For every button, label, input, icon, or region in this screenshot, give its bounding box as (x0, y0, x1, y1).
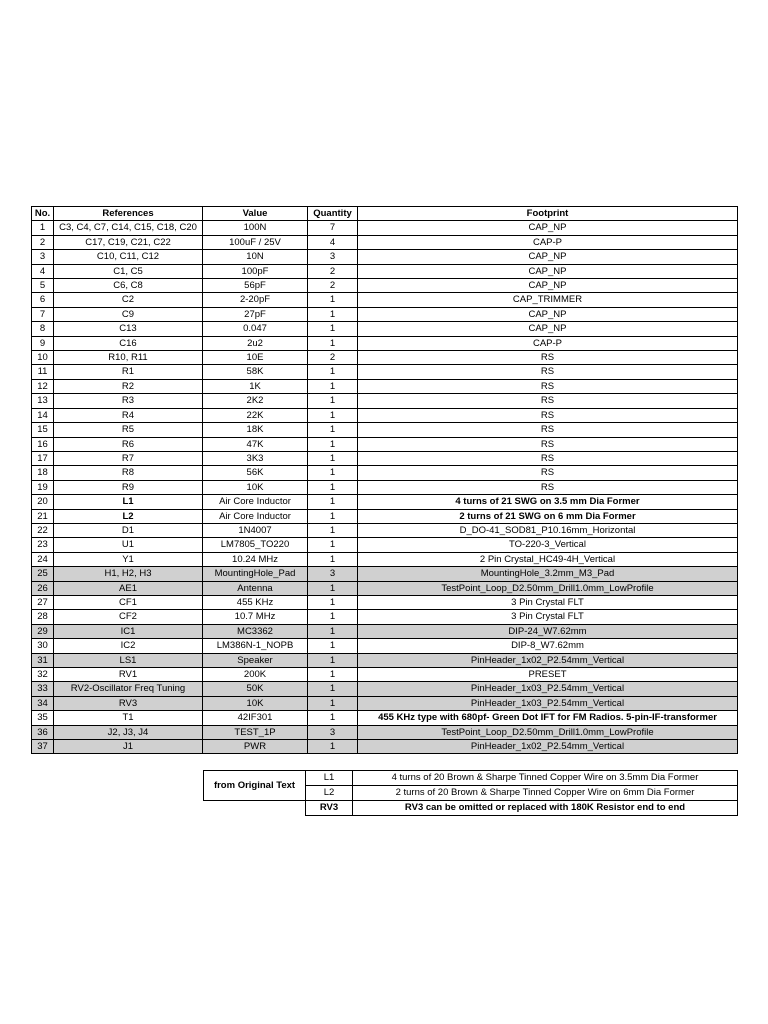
cell-footprint: 4 turns of 21 SWG on 3.5 mm Dia Former (358, 495, 738, 509)
cell-value: 50K (203, 682, 308, 696)
cell-references: R7 (54, 451, 203, 465)
cell-references: Y1 (54, 552, 203, 566)
cell-footprint: RS (358, 437, 738, 451)
cell-footprint: PRESET (358, 668, 738, 682)
cell-quantity: 7 (308, 221, 358, 235)
cell-footprint: PinHeader_1x03_P2.54mm_Vertical (358, 682, 738, 696)
cell-value: 1N4007 (203, 523, 308, 537)
cell-quantity: 1 (308, 423, 358, 437)
table-row (32, 293, 738, 307)
cell-references: IC1 (54, 624, 203, 638)
col-header-no: No. (32, 207, 54, 221)
cell-no: 10 (32, 351, 54, 365)
cell-references: R8 (54, 466, 203, 480)
cell-no: 11 (32, 365, 54, 379)
cell-quantity: 1 (308, 581, 358, 595)
cell-footprint: 455 KHz type with 680pf- Green Dot IFT for FM Radios. 5-pin-IF-transformer (358, 711, 738, 725)
table-row (32, 221, 738, 235)
bom-table (31, 206, 738, 754)
table-row (32, 437, 738, 451)
cell-value: 2K2 (203, 394, 308, 408)
cell-value: PWR (203, 740, 308, 754)
cell-quantity: 1 (308, 495, 358, 509)
table-row (32, 235, 738, 249)
cell-footprint: PinHeader_1x03_P2.54mm_Vertical (358, 696, 738, 710)
cell-quantity: 1 (308, 682, 358, 696)
cell-footprint: CAP_NP (358, 322, 738, 336)
cell-footprint: RS (358, 423, 738, 437)
table-row (32, 538, 738, 552)
bom-header-row (32, 207, 738, 221)
cell-no: 21 (32, 509, 54, 523)
cell-quantity: 1 (308, 365, 358, 379)
cell-value: Speaker (203, 653, 308, 667)
col-header-footprint: Footprint (358, 207, 738, 221)
cell-footprint: CAP-P (358, 336, 738, 350)
cell-quantity: 1 (308, 509, 358, 523)
table-row (32, 509, 738, 523)
col-header-references: References (54, 207, 203, 221)
cell-references: R2 (54, 379, 203, 393)
cell-footprint: DIP-8_W7.62mm (358, 639, 738, 653)
table-row (32, 351, 738, 365)
col-header-value: Value (203, 207, 308, 221)
cell-no: 17 (32, 451, 54, 465)
cell-value: 10K (203, 696, 308, 710)
cell-no: 3 (32, 250, 54, 264)
cell-footprint: RS (358, 480, 738, 494)
cell-value: 2u2 (203, 336, 308, 350)
table-row (32, 552, 738, 566)
table-row (32, 322, 738, 336)
cell-value: TEST_1P (203, 725, 308, 739)
cell-references: R6 (54, 437, 203, 451)
cell-no: 33 (32, 682, 54, 696)
cell-references: C9 (54, 307, 203, 321)
cell-no: 8 (32, 322, 54, 336)
table-row (32, 682, 738, 696)
cell-references: CF1 (54, 595, 203, 609)
cell-quantity: 1 (308, 336, 358, 350)
cell-no: 30 (32, 639, 54, 653)
cell-references: R10, R11 (54, 351, 203, 365)
cell-quantity: 2 (308, 279, 358, 293)
cell-value: 56pF (203, 279, 308, 293)
cell-value: 100N (203, 221, 308, 235)
cell-footprint: CAP_TRIMMER (358, 293, 738, 307)
cell-value: 27pF (203, 307, 308, 321)
cell-value: 10K (203, 480, 308, 494)
cell-value: 42IF301 (203, 711, 308, 725)
table-row (32, 466, 738, 480)
cell-footprint: CAP_NP (358, 264, 738, 278)
cell-references: C2 (54, 293, 203, 307)
cell-quantity: 3 (308, 725, 358, 739)
cell-value: 56K (203, 466, 308, 480)
cell-no: 27 (32, 595, 54, 609)
notes-row (204, 771, 738, 786)
cell-value: 100uF / 25V (203, 235, 308, 249)
cell-quantity: 2 (308, 264, 358, 278)
cell-no: 19 (32, 480, 54, 494)
cell-no: 12 (32, 379, 54, 393)
cell-no: 14 (32, 408, 54, 422)
table-row (32, 610, 738, 624)
table-row (32, 740, 738, 754)
cell-quantity: 1 (308, 408, 358, 422)
table-row (32, 379, 738, 393)
cell-value: 0.047 (203, 322, 308, 336)
cell-references: R4 (54, 408, 203, 422)
table-row (32, 696, 738, 710)
cell-references: C6, C8 (54, 279, 203, 293)
cell-no: 37 (32, 740, 54, 754)
cell-value: 10.7 MHz (203, 610, 308, 624)
notes-label: from Original Text (204, 771, 306, 801)
cell-footprint: CAP_NP (358, 250, 738, 264)
cell-value: MountingHole_Pad (203, 567, 308, 581)
cell-references: C16 (54, 336, 203, 350)
cell-references: R5 (54, 423, 203, 437)
table-row (32, 725, 738, 739)
cell-value: 455 KHz (203, 595, 308, 609)
table-row (32, 423, 738, 437)
cell-no: 7 (32, 307, 54, 321)
cell-footprint: RS (358, 351, 738, 365)
notes-text: 4 turns of 20 Brown & Sharpe Tinned Copper Wire on 3.5mm Dia Former (353, 771, 738, 786)
cell-footprint: TestPoint_Loop_D2.50mm_Drill1.0mm_LowProfile (358, 725, 738, 739)
notes-row (204, 801, 738, 816)
table-row (32, 408, 738, 422)
cell-references: C17, C19, C21, C22 (54, 235, 203, 249)
cell-footprint: MountingHole_3.2mm_M3_Pad (358, 567, 738, 581)
cell-quantity: 1 (308, 595, 358, 609)
cell-quantity: 1 (308, 696, 358, 710)
cell-quantity: 4 (308, 235, 358, 249)
cell-value: 47K (203, 437, 308, 451)
cell-references: L1 (54, 495, 203, 509)
cell-no: 13 (32, 394, 54, 408)
cell-references: C1, C5 (54, 264, 203, 278)
cell-quantity: 1 (308, 552, 358, 566)
table-row (32, 264, 738, 278)
cell-value: Air Core Inductor (203, 509, 308, 523)
cell-references: RV2-Oscillator Freq Tuning (54, 682, 203, 696)
cell-references: C3, C4, C7, C14, C15, C18, C20 (54, 221, 203, 235)
cell-value: LM386N-1_NOPB (203, 639, 308, 653)
cell-no: 1 (32, 221, 54, 235)
cell-quantity: 1 (308, 379, 358, 393)
cell-footprint: RS (358, 408, 738, 422)
cell-quantity: 1 (308, 668, 358, 682)
cell-footprint: 3 Pin Crystal FLT (358, 610, 738, 624)
cell-no: 34 (32, 696, 54, 710)
table-row (32, 624, 738, 638)
table-row (32, 523, 738, 537)
table-row (32, 250, 738, 264)
cell-footprint: 3 Pin Crystal FLT (358, 595, 738, 609)
cell-quantity: 1 (308, 639, 358, 653)
cell-references: L2 (54, 509, 203, 523)
cell-no: 22 (32, 523, 54, 537)
cell-value: 10.24 MHz (203, 552, 308, 566)
table-row (32, 595, 738, 609)
cell-quantity: 1 (308, 307, 358, 321)
cell-value: 10E (203, 351, 308, 365)
cell-footprint: RS (358, 451, 738, 465)
cell-footprint: CAP_NP (358, 221, 738, 235)
cell-quantity: 1 (308, 523, 358, 537)
notes-ref: RV3 (306, 801, 353, 816)
cell-quantity: 1 (308, 653, 358, 667)
cell-value: 18K (203, 423, 308, 437)
cell-references: R9 (54, 480, 203, 494)
cell-footprint: RS (358, 379, 738, 393)
cell-references: T1 (54, 711, 203, 725)
cell-footprint: 2 Pin Crystal_HC49-4H_Vertical (358, 552, 738, 566)
notes-ref: L2 (306, 786, 353, 801)
cell-value: Air Core Inductor (203, 495, 308, 509)
cell-quantity: 1 (308, 624, 358, 638)
cell-no: 25 (32, 567, 54, 581)
cell-references: R3 (54, 394, 203, 408)
cell-quantity: 2 (308, 351, 358, 365)
cell-footprint: PinHeader_1x02_P2.54mm_Vertical (358, 740, 738, 754)
cell-quantity: 1 (308, 394, 358, 408)
cell-references: CF2 (54, 610, 203, 624)
cell-footprint: PinHeader_1x02_P2.54mm_Vertical (358, 653, 738, 667)
cell-references: C10, C11, C12 (54, 250, 203, 264)
cell-references: LS1 (54, 653, 203, 667)
cell-footprint: CAP_NP (358, 307, 738, 321)
cell-no: 29 (32, 624, 54, 638)
cell-references: J1 (54, 740, 203, 754)
cell-no: 5 (32, 279, 54, 293)
cell-no: 20 (32, 495, 54, 509)
notes-text: RV3 can be omitted or replaced with 180K Resistor end to end (353, 801, 738, 816)
cell-footprint: 2 turns of 21 SWG on 6 mm Dia Former (358, 509, 738, 523)
table-row (32, 451, 738, 465)
cell-no: 35 (32, 711, 54, 725)
cell-no: 32 (32, 668, 54, 682)
cell-no: 31 (32, 653, 54, 667)
cell-references: RV1 (54, 668, 203, 682)
cell-footprint: CAP_NP (358, 279, 738, 293)
cell-references: IC2 (54, 639, 203, 653)
cell-quantity: 1 (308, 480, 358, 494)
cell-no: 26 (32, 581, 54, 595)
table-row (32, 581, 738, 595)
notes-text: 2 turns of 20 Brown & Sharpe Tinned Copper Wire on 6mm Dia Former (353, 786, 738, 801)
cell-quantity: 1 (308, 437, 358, 451)
cell-value: 3K3 (203, 451, 308, 465)
table-row (32, 365, 738, 379)
cell-footprint: RS (358, 365, 738, 379)
table-row (32, 653, 738, 667)
cell-quantity: 1 (308, 466, 358, 480)
cell-quantity: 1 (308, 322, 358, 336)
cell-footprint: RS (358, 394, 738, 408)
table-row (32, 668, 738, 682)
cell-no: 36 (32, 725, 54, 739)
table-row (32, 480, 738, 494)
cell-no: 28 (32, 610, 54, 624)
bom-body (32, 221, 738, 754)
cell-value: 10N (203, 250, 308, 264)
cell-references: RV3 (54, 696, 203, 710)
cell-references: D1 (54, 523, 203, 537)
cell-quantity: 1 (308, 610, 358, 624)
cell-value: 58K (203, 365, 308, 379)
cell-value: 200K (203, 668, 308, 682)
cell-no: 4 (32, 264, 54, 278)
cell-references: C13 (54, 322, 203, 336)
cell-no: 6 (32, 293, 54, 307)
table-row (32, 711, 738, 725)
cell-value: 1K (203, 379, 308, 393)
cell-no: 18 (32, 466, 54, 480)
table-row (32, 307, 738, 321)
cell-references: R1 (54, 365, 203, 379)
cell-references: U1 (54, 538, 203, 552)
cell-references: AE1 (54, 581, 203, 595)
cell-footprint: TestPoint_Loop_D2.50mm_Drill1.0mm_LowProfile (358, 581, 738, 595)
cell-no: 9 (32, 336, 54, 350)
cell-footprint: RS (358, 466, 738, 480)
cell-quantity: 1 (308, 451, 358, 465)
cell-quantity: 1 (308, 538, 358, 552)
cell-value: MC3362 (203, 624, 308, 638)
notes-ref: L1 (306, 771, 353, 786)
cell-no: 24 (32, 552, 54, 566)
notes-empty-cell (204, 801, 306, 816)
cell-no: 23 (32, 538, 54, 552)
cell-value: Antenna (203, 581, 308, 595)
cell-quantity: 3 (308, 250, 358, 264)
table-row (32, 394, 738, 408)
table-row (32, 279, 738, 293)
cell-value: LM7805_TO220 (203, 538, 308, 552)
cell-references: H1, H2, H3 (54, 567, 203, 581)
cell-footprint: DIP-24_W7.62mm (358, 624, 738, 638)
cell-footprint: D_DO-41_SOD81_P10.16mm_Horizontal (358, 523, 738, 537)
cell-no: 2 (32, 235, 54, 249)
table-row (32, 495, 738, 509)
cell-quantity: 1 (308, 740, 358, 754)
original-text-notes-table (203, 770, 738, 816)
cell-footprint: CAP-P (358, 235, 738, 249)
cell-quantity: 3 (308, 567, 358, 581)
cell-value: 22K (203, 408, 308, 422)
cell-references: J2, J3, J4 (54, 725, 203, 739)
cell-value: 100pF (203, 264, 308, 278)
cell-value: 2-20pF (203, 293, 308, 307)
table-row (32, 567, 738, 581)
cell-quantity: 1 (308, 711, 358, 725)
cell-no: 16 (32, 437, 54, 451)
cell-quantity: 1 (308, 293, 358, 307)
col-header-quantity: Quantity (308, 207, 358, 221)
table-row (32, 639, 738, 653)
cell-footprint: TO-220-3_Vertical (358, 538, 738, 552)
table-row (32, 336, 738, 350)
cell-no: 15 (32, 423, 54, 437)
